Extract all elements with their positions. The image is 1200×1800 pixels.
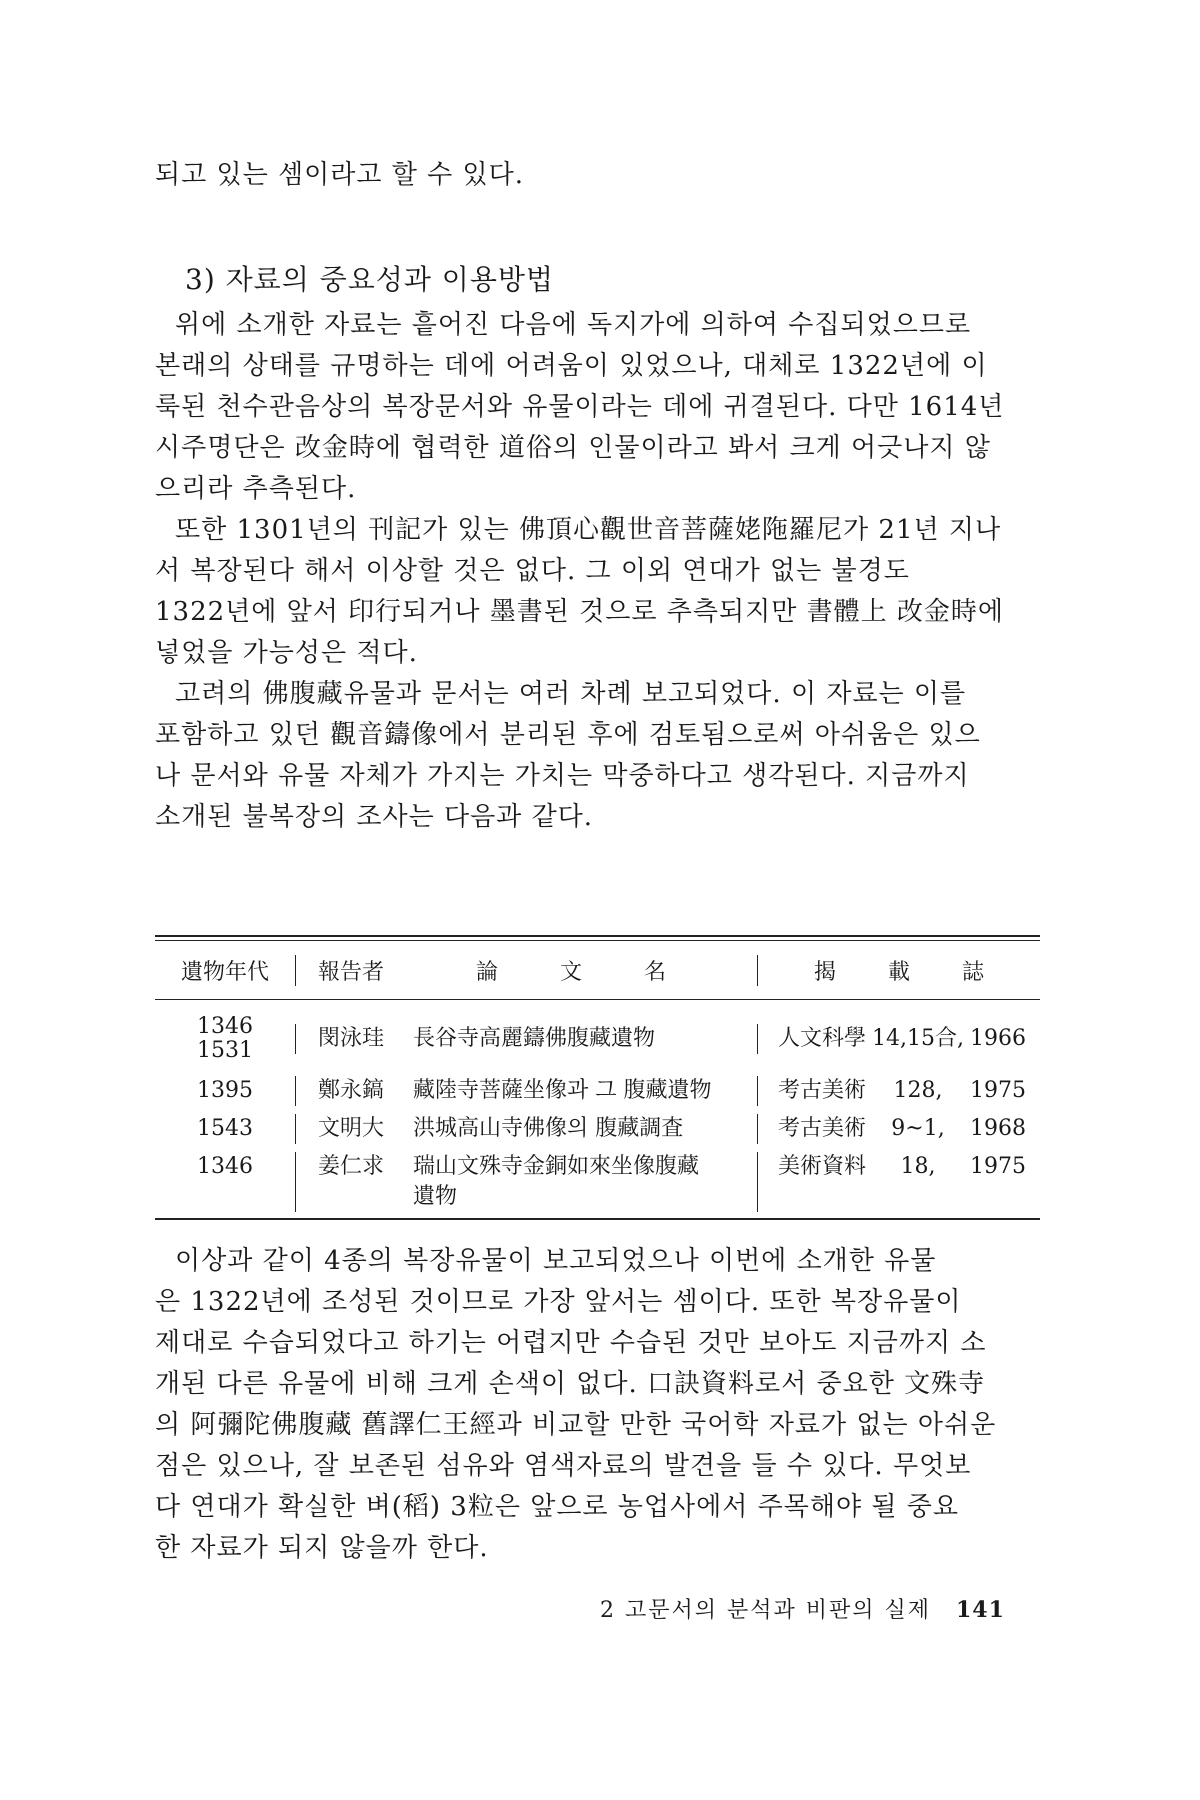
journal-issue: 9~1, xyxy=(891,1116,945,1141)
text-line: 소개된 불복장의 조사는 다음과 같다. xyxy=(155,802,594,832)
title-line: 遺物 xyxy=(413,1184,458,1209)
cell-title xyxy=(405,1114,757,1144)
row-gap xyxy=(155,1106,1040,1114)
paragraph-3 xyxy=(155,674,1040,838)
paragraph-4 xyxy=(155,1241,1040,1569)
row-gap xyxy=(155,1144,1040,1152)
running-footer xyxy=(600,1593,1005,1624)
cell-journal xyxy=(757,1152,1040,1212)
cell-title xyxy=(405,1076,757,1106)
table-row xyxy=(155,1152,1040,1212)
table-row xyxy=(155,1114,1040,1144)
cell-journal xyxy=(757,1024,1040,1054)
cell-author: 閔泳珪 xyxy=(295,1024,405,1054)
text-line: 포함하고 있던 觀音鑄像에서 분리된 후에 검토됨으로써 아쉬움은 있으 xyxy=(155,720,981,750)
page-number: 141 xyxy=(956,1597,1005,1623)
section-heading: 3) 자료의 중요성과 이용방법 xyxy=(185,263,554,296)
text-line: 다 연대가 확실한 벼(稻) 3粒은 앞으로 농업사에서 주목해야 될 중요 xyxy=(155,1492,959,1522)
text-line: 제대로 수습되었다고 하기는 어렵지만 수습된 것만 보아도 지금까지 소 xyxy=(155,1328,987,1358)
text-line: 시주명단은 改金時에 협력한 道俗의 인물이라고 봐서 크게 어긋나지 않 xyxy=(155,433,991,463)
text-line: 되고 있는 셈이라고 할 수 있다. xyxy=(155,160,524,190)
chapter-title: 2 고문서의 분석과 비판의 실제 xyxy=(600,1598,931,1623)
table-row xyxy=(155,1010,1040,1068)
text-line: 은 1322년에 조성된 것이므로 가장 앞서는 셈이다. 또한 복장유물이 xyxy=(155,1287,962,1317)
journal-issue: 128, xyxy=(893,1078,943,1103)
year-value: 1346 xyxy=(197,1014,253,1039)
year-value: 1395 xyxy=(197,1078,253,1103)
year-value: 1346 xyxy=(197,1154,253,1179)
cell-journal xyxy=(757,1076,1040,1106)
text-line: 본래의 상태를 규명하는 데에 어려움이 있었으나, 대체로 1322년에 이 xyxy=(155,351,988,381)
cell-author: 文明大 xyxy=(295,1114,405,1144)
text-line: 고려의 佛腹藏유물과 문서는 여러 차례 보고되었다. 이 자료는 이를 xyxy=(175,679,967,709)
header-journal xyxy=(757,955,1040,986)
text-line: 으리라 추측된다. xyxy=(155,474,357,504)
text-line: 위에 소개한 자료는 흩어진 다음에 독지가에 의하여 수집되었으므로 xyxy=(175,310,972,340)
cell-title xyxy=(405,1024,757,1054)
journal-name: 人文科學 xyxy=(778,1026,867,1051)
journal-name: 考古美術 xyxy=(778,1078,867,1103)
header-title xyxy=(405,955,757,986)
header-title-char: 文 xyxy=(559,959,582,985)
table-body xyxy=(155,1000,1040,1218)
intro-paragraph xyxy=(155,155,1040,196)
cell-year xyxy=(155,1152,295,1212)
text-line: 넣었을 가능성은 적다. xyxy=(155,638,418,668)
header-journal-char: 載 xyxy=(887,959,910,985)
text-line: 점은 있으나, 잘 보존된 섬유와 염색자료의 발견을 들 수 있다. 무엇보 xyxy=(155,1451,972,1481)
journal-name: 考古美術 xyxy=(778,1116,867,1141)
cell-author: 鄭永鎬 xyxy=(295,1076,405,1106)
table-header-row xyxy=(155,941,1040,999)
year-value: 1543 xyxy=(197,1116,253,1141)
title-line: 瑞山文殊寺金銅如來坐像腹藏 xyxy=(413,1154,700,1179)
paragraph-1 xyxy=(155,305,1040,510)
row-gap xyxy=(155,1068,1040,1076)
header-journal-char: 揭 xyxy=(813,959,836,985)
journal-year: 1975 xyxy=(969,1154,1026,1179)
cell-year xyxy=(155,1076,295,1106)
text-line: 의 阿彌陀佛腹藏 舊譯仁王經과 비교할 만한 국어학 자료가 없는 아쉬운 xyxy=(155,1410,997,1440)
journal-year: 1966 xyxy=(970,1026,1026,1051)
paragraph-2 xyxy=(155,510,1040,674)
title-line: 洪城高山寺佛像의 腹藏調査 xyxy=(413,1116,684,1141)
cell-title xyxy=(405,1152,757,1212)
text-line: 한 자료가 되지 않을까 한다. xyxy=(155,1533,489,1563)
table-row xyxy=(155,1076,1040,1106)
header-year: 遺物年代 xyxy=(180,959,269,985)
header-journal-char: 誌 xyxy=(961,959,984,985)
text-line: 개된 다른 유물에 비해 크게 손색이 없다. 口訣資料로서 중요한 文殊寺 xyxy=(155,1369,986,1399)
text-line: 또한 1301년의 刊記가 있는 佛頂心觀世音菩薩姥陁羅尼가 21년 지나 xyxy=(175,515,1002,545)
table-bottom-rule xyxy=(155,1218,1040,1220)
cell-journal xyxy=(757,1114,1040,1144)
journal-name: 美術資料 xyxy=(778,1154,867,1179)
text-line: 1322년에 앞서 印行되거나 墨書된 것으로 추측되지만 書體上 改金時에 xyxy=(155,597,1004,627)
text-line: 서 복장된다 해서 이상할 것은 없다. 그 이외 연대가 없는 불경도 xyxy=(155,556,910,586)
journal-issue: 18, xyxy=(900,1154,936,1179)
header-title-char: 名 xyxy=(643,959,666,985)
cell-year xyxy=(155,1015,295,1063)
reports-table xyxy=(155,935,1040,1220)
text-line: 룩된 천수관음상의 복장문서와 유물이라는 데에 귀결된다. 다만 1614년 xyxy=(155,392,1005,422)
cell-year xyxy=(155,1114,295,1144)
title-line: 藏陸寺菩薩坐像과 그 腹藏遺物 xyxy=(413,1078,712,1103)
journal-issue: 14,15合, xyxy=(872,1026,964,1051)
text-line: 나 문서와 유물 자체가 가지는 가치는 막중하다고 생각된다. 지금까지 xyxy=(155,761,970,791)
header-author: 報告者 xyxy=(295,955,405,986)
title-line: 長谷寺高麗鑄佛腹藏遺物 xyxy=(413,1026,656,1051)
year-value: 1531 xyxy=(197,1038,253,1063)
cell-author: 姜仁求 xyxy=(295,1152,405,1212)
text-line: 이상과 같이 4종의 복장유물이 보고되었으나 이번에 소개한 유물 xyxy=(175,1246,937,1276)
journal-year: 1968 xyxy=(970,1116,1026,1141)
journal-year: 1975 xyxy=(970,1078,1026,1103)
header-title-char: 論 xyxy=(475,959,498,985)
